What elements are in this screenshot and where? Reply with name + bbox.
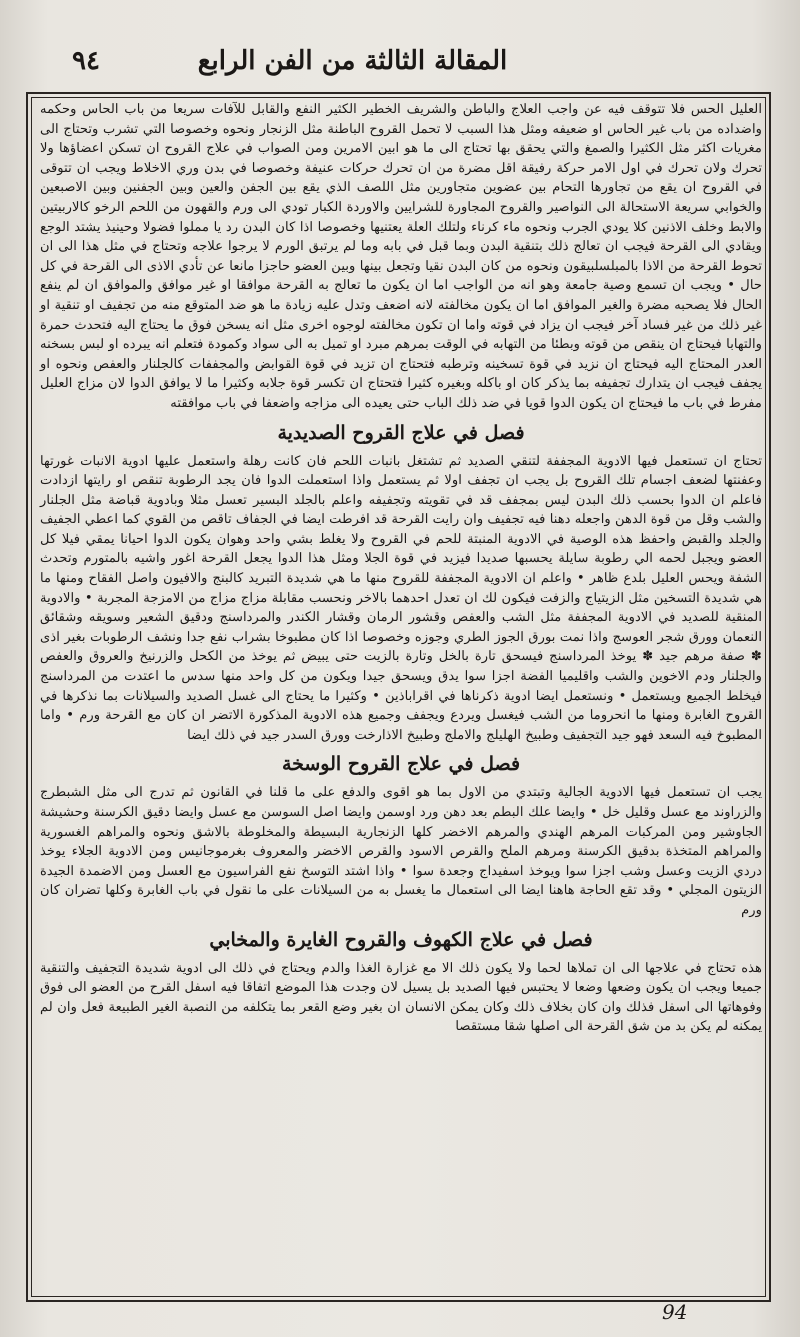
paragraph: هذه تحتاج في علاجها الى ان تملاها لحما ولا يكون ذلك الا مع غزارة الغذا والدم ويحتاج في ذلك الى ادوية شديدة التجفيف والتنقية جميعا ويجب ان يكون وضعها وضعا لا يحتبس فيها الصديد بل يسيل لان وجدت هذا الموضع اتفاقا فيه اسفل القرح من العضو الى فوق وفوهاتها الى اسفل فذلك وان كان بخلاف ذلك وكان يمكن الانسان ان بغير وضع القعر بما يتكلفه من النصبة الغير الطبيعة فعل وان لم يمكنه لم يكن بد من شق القرحة الى اصلها شقا مستقصا (40, 960, 762, 1035)
section-heading: فصل في علاج الكهوف والقروح الغايرة والمخابي (209, 928, 593, 951)
section-heading: فصل في علاج القروح الصديدية (277, 421, 525, 444)
paragraph: العليل الحس فلا تتوقف فيه عن واجب العلاج والباطن والشريف الخطير الكثير النفع والقابل للآفات سريعا من باب الحاس وحكمه واضداده من باب غير الحاس او ضعيفه ومثل هذا السبب لا تحمل القروح الباطنة مثل الزنجار ونحوه وخصوصا التي تشرب وتحتاج الى مغريات اكثر مثل الكثيرا والصمغ والتي يحقق بها تحتاج الى ما هو ابين الامرين ومن الصواب في علاج القروح ان تسكن اعضاؤها ولا تحرك ولان تحرك في اول الامر حركة رفيقة اقل مضرة من ان تحرك حركات عنيفة وخصوصا في بدن وري الاخلاط ويجب ان تتوقى في القروح ان يقع من تجاورها التحام بين عضوين متجاورين مثل اللصف الذي يقع بين الجفن والعين وبين الجفنين وبين الاصبعين والخوابي سريعة الاستحالة الى النواصير والقروح المجاورة للشرايين والاوردة الكبار تودي الى ورم والقهون من اللحم الرخو كالاربيتين والابط وخلف الاذنين كلا يودي الجرب ونحوه ماء كرناء ولتلك العلة يعتنيها وخصوصا اذا كان البدن رد يا مملوا فضولا وحينيذ يشتد الوجع ويقادي الى القرحة فيجب ان تعالج ذلك بتنقية البدن وبما قبل في بابه وما لم يرتبق الورم لا يرجوا علاجه وتحتاج في مثل هذا الى ان تحوط القرحة من الاذا بالمبلسلبيقون ونحوه من كان البدن نقيا وتجعل بينها وبين العضو حاجزا مانعا عن تأدي الاذى الى القرحة في كل حال • ويجب ان تسمع وصية جامعة وهو انه من الواجب اما ان يكون ما تعالج به القرحة موافقا او غير موافق والموافق ان لم ينفع الحال فلا يصحبه مضرة والغير الموافق اما ان يكون مخالفته لانه اضعف وتدل عليه زيادة ما هو ضد المتوقع منه من تجفيف او تنقية او غير ذلك من غير فساد آخر فيجب ان يزاد في قوته واما ان تكون مخالفته لوجوه اخرى مثل انه يسخن فوق ما يحتاج اليه فتحدث حمرة والتهابا فيحتاج ان ينقص من قوته وبطئا من التهابه في الوقت بمرهم مبرد او تميل به الى سواد وكمودة فتعلم انه يبرده او لبس بسخنه العدر المحتاج اليه فيحتاج ان نزيد في قوة تسخينه وترطبه فتحتاج ان تزيد في قوة القوابض والمجففات كالجلنار والعفص ونحوه او يجفف فيجب ان يتدارك تجفيفه بما يذكر كان او باكله وبغيره كثيرا فتحتاج ان تكسر قوة جلابه وكثيرا ما لا يوافق الدوا لان مزاج العليل مفرط في باب ما فيحتاج ان يكون الدوا قويا في ضد ذلك الباب حتى يعيده الى مزاجه واضعفا في باب موافقته (40, 102, 762, 411)
footer-page-number: 94 (662, 1300, 688, 1324)
running-title: المقالة الثالثة من الفن الرابع (197, 46, 508, 76)
page-body (40, 100, 762, 1037)
page-header (0, 40, 800, 98)
paragraph: يجب ان تستعمل فيها الادوية الجالية وتبتدي من الاول بما هو اقوى والدفع على ما قلنا في القانون ثم تدرج الى مثل الشبطرج والزراوند مع عسل وقليل خل • وايضا علك البطم بعد دهن ورد اوسمن وايضا اصل السوسن مع عسل وايضا دقيق الكرسنة وحشيشة الجاوشير ومن المركبات المرهم الهندي والمرهم الاخضر كلها الزنجارية البسيطة والمخلوطة بالاشق ونحوه والمراهم الغسورية والمراهم المتخذة بدقيق الكرسنة ومرهم الملح والقرص الاسود والقرص الاخضر والمعروف بغرموجانيس ومن الادوية الجلاء يوخذ دردي الزيت وعسل وشب اجزا سوا ويوخذ اسفيداج وجعدة سوا • واذا اشتد التوسخ نفع الفراسيون مع العسل ومن الاضمدة الجيدة الزيتون المجلي • وقد تقع الحاجة هاهنا ايضا الى استعمال ما يغسل به من السيلانات على ما نقول في باب الغابرة وكلها تضران كان ورم (40, 785, 762, 918)
section-heading: فصل في علاج القروح الوسخة (281, 753, 521, 776)
paragraph: تحتاج ان تستعمل فيها الادوية المجففة لتنقي الصديد ثم تشتغل بانبات اللحم فان كانت رهلة واستعمل عليها ادوية الانبات غورتها وعفنتها لضعف اجسام تلك القروح بل يجب ان تجفف اولا ثم يستعمل واذا استعملت الدوا فان يجد الرطوبة تنقص او رايتها ازدادت فاعلم ان الدوا بحسب ذلك البدن ليس بمجفف قد في تقويته وتجفيفه واعلم بالجلد البسير تعسل مثلا وبادوية قباضة مثل الجلنار والشب وقل من قوة الدهن واجعله دهنا فيه تجفيف وان رايت القرحة قد افرطت ايضا في الجفاف تاقص من القوي كما اعطي الجفيف والجلد والقبض واحفظ هذه الوصية في الادوية المنبتة للحم في القروح ولا يغلط بشي واحد وهوان يكون الدوا احيانا يمقي فيلا كل العضو ويجبل لحمه الي رطوبة سايلة يحسبها صديدا فيزيد في قوة الجلا ومثل هذا الدوا يجعل القرحة اغور واشيه بالمتورم وتحدث الشفة ويحس العليل بلدع ظاهر • واعلم ان الادوية المجففة للقروح منها ما هي شديدة التبريد كالبنج والافيون واصل الفقاح ومنها ما هي شديدة التسخين مثل الزيتياج والزفت فيكون لك ان تعدل احدهما بالاخر ونحسب مقابلة مزاج مزاج من الامزجة المجربة • والادوية المنقية للصديد في الادوية المجففة مثل الشب والعفص وقشور الرمان وقشار الكندر والمرداسنج ودقيق الشعير وسويقه وشقائق النعمان وورق شجر العوسج واذا نمت بورق الجوز الطري وجوزه وخصوصا اذا كان مطبوخا بشراب نفع جدا ونشف الرطوبات بغير اذى ✽ صفة مرهم جيد ✽ يوخذ المرداسنج فيسحق تارة بالخل وتارة بالزيت حتى يبيض ثم يوخذ من الكحل والزرنيخ والعروق والعفص والجلنار ودم الاخوين والشب واقليميا الفضة اجزا سوا يدق ويسحق جيدا ويكون من كل واحد منها سدس ما اعتدت من المرداسنج فيخلط الجميع ويستعمل • ونستعمل ايضا ادوية ذكرناها في اقراباذين • وكثيرا ما يحتاج الى غسل الصديد والسيلانات بما نذكرها في القروح الغابرة ومنها ما انحروما من الشب فيغسل ويردع ويجفف وجميع هذه الادوية المذكورة الاتضر ان كان مع القرحة ورم • واما المطبوخ فيه السعد فهو جيد التجفيف وطبيخ الهليلج والاملج وطبيخ الاذارخت وورق السدر جيد في ذلك ايضا (40, 453, 762, 743)
header-page-number: ٩٤ (72, 46, 100, 76)
